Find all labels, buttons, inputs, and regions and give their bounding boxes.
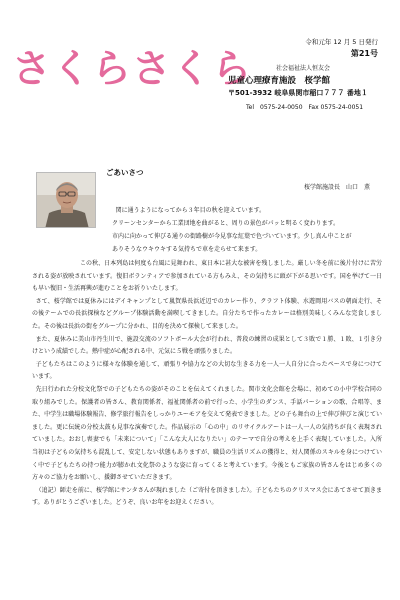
director-photo bbox=[36, 172, 96, 228]
intro-line: クリーンセンターから工業団地を曲がると、周りの景色がパッと明るく変わります。 bbox=[112, 220, 340, 227]
facility-phone: Tel 0575-24-0050 Fax 0575-24-0051 bbox=[246, 104, 364, 111]
body-paragraph: 子どもたちはこのように様々な体験を通して、頑張りや協力などの大切な生きる力を一人一人自分に合ったペースで身につけています。 bbox=[32, 360, 382, 381]
newsletter-title: さくらさくら bbox=[12, 47, 253, 92]
greeting-intro bbox=[112, 204, 382, 256]
body-paragraph: 先日行われた分校文化祭での子どもたちの姿がそのことを伝えてくれました。関市文化会館を会場に、初めての小中学校合同の取り組みでした。保護者の皆さん、教育関係者、福祉関係者の前で行った、小学生のダンス、手話パーションの歌、合唱等、また、中学生は職場体験報告、修学旅行報告をしっかりユーモアを交えて発表できました。どの子も舞台の上で伸び伸びと演じていました。更に伝統の分校太鼓も見事な演奏でした。作品展示の「心の中」のリサイクルアートは一人一人の気持ちが良く表現されていました。おおし喪妻でも「未来について」「こんな大人になりたい」のテーマで自分の考えを上手く表現していました。入所当初は子どもの気持ちも混乱して、安定しない状態もありますが、職員の生活リズムの獲得と、対人関係のスキルを身につけていく中で子どもたちの持つ能力が膨かれ文化祭のような姿に育ってくると考えています。今後ともご家族の皆さんをはじめ多くの方々のご協力をお願いし、援御させていただきます。 bbox=[32, 385, 382, 482]
body-paragraph: この秋、日本列島は何度も台風に見舞われ、東日本に甚大な被害を残しました。厳しい冬を前に後片付けに苦労される姿が放映されています。復旧ボランティアで参加されている方もみえ、その気持ちに頭が下がる思いです。国を挙げて一日も早い復旧・生活再興が進むことをお祈りいたします。 bbox=[32, 260, 382, 293]
body-paragraph: （追記）師走を前に、桜学館にサンタさんが現れました（ご寄付を頂きました）。子どもたちのクリスマス会にあてさせて頂きます。ありがとうございました。どうぞ、良いお年をお迎えください。 bbox=[32, 486, 382, 507]
issue-info bbox=[305, 36, 378, 60]
body-paragraph: さて、桜学館では夏休みにはデイキャンプとして嵐賀県長浜近辺でのカレー作り、クラフト体験、水遊岡用バスの朝面走行、その後テームでの長浜探検などグループ体験活動を満喫してきました。自分たちで作ったカレーは格別美味しくみんな完食しました。その後は長浜の街をグループに分かれ、目的を決めて探検して来ました。 bbox=[32, 297, 382, 330]
association-name: 社会福祉法人恒友会 bbox=[276, 65, 331, 72]
issue-number: 第21号 bbox=[350, 49, 378, 58]
body-paragraph: また、夏休みに美山市丹生川で、施設交流のソフトボール大会が行われ、普段の練習の成果として３敗で１勝、１敗、１引き分けという成績でした。熱中症が心配される中、元気に５戦を頑張りました。 bbox=[32, 335, 382, 356]
portrait-image bbox=[37, 173, 96, 228]
intro-line: 関に通うようになってから３年目の秋を迎えています。 bbox=[115, 207, 266, 214]
issue-date: 令和元年 12 月 5 日発行 bbox=[305, 38, 378, 46]
greeting-body bbox=[32, 258, 382, 510]
organization-block bbox=[228, 63, 398, 114]
intro-line: 市内に向かって伸びる通りの街路樹が今見事な紅葉で色づいています。少し真ん中ことが bbox=[112, 233, 352, 240]
intro-line: ありそうなウキウキする気持ちで車を走らせて来ます。 bbox=[112, 246, 262, 253]
greeting-heading: ごあいさつ bbox=[106, 168, 144, 177]
facility-name: 児童心理療育施設 桜学館 bbox=[228, 76, 331, 86]
facility-address: 〒501-3932 岐阜県関市稲口７７７ 番地１ bbox=[228, 89, 368, 97]
greeting-signature: 桜学館施設長 山口 薫 bbox=[303, 184, 370, 191]
